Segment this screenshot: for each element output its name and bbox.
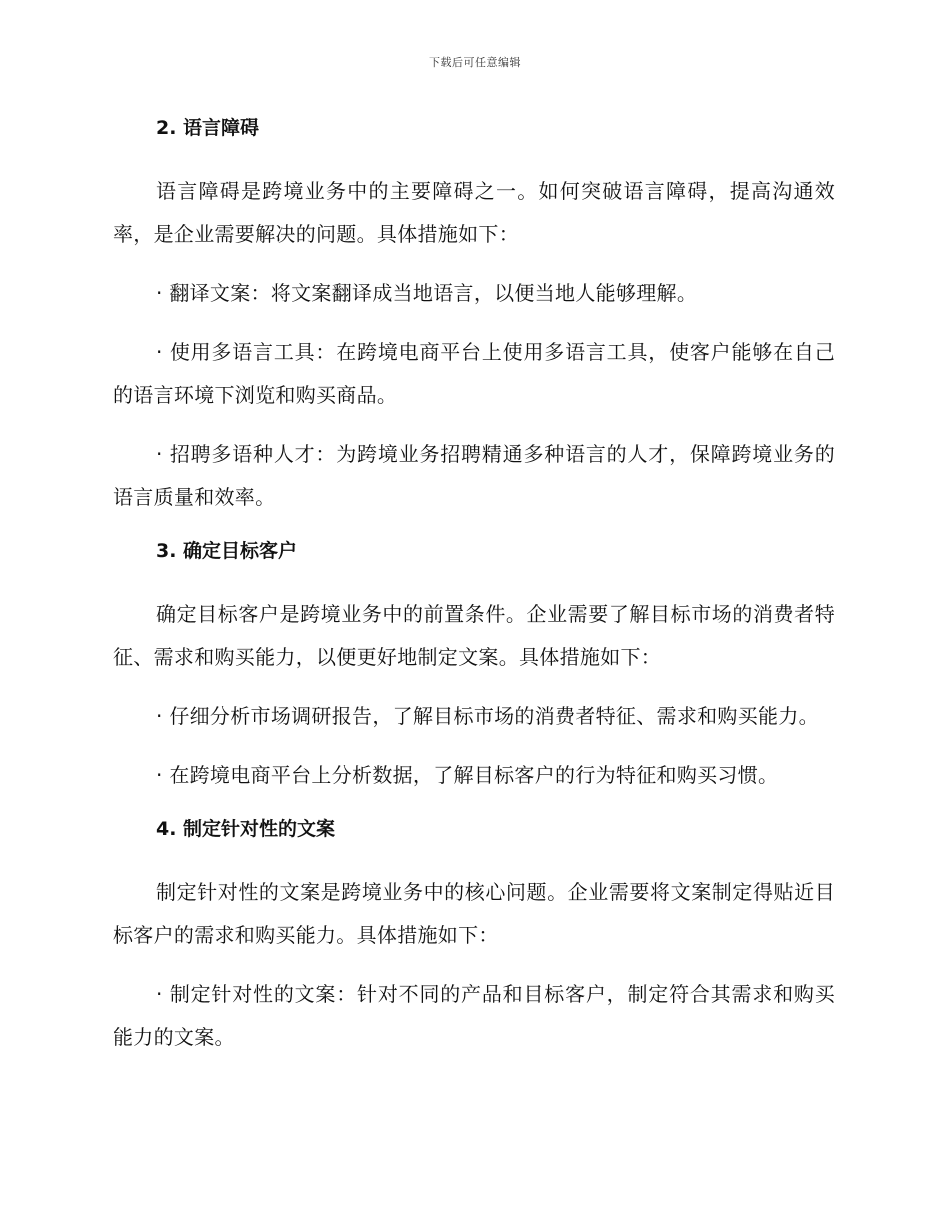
section-heading: 3. 确定目标客户 <box>156 540 298 562</box>
section-targeted-copy <box>113 813 835 1059</box>
bullet-item: · 翻译文案：将文案翻译成当地语言，以便当地人能够理解。 <box>156 281 698 305</box>
bullet-item: · 在跨境电商平台上分析数据，了解目标客户的行为特征和购买习惯。 <box>156 763 779 787</box>
document-body <box>113 112 835 1059</box>
bullet-item: · 仔细分析市场调研报告，了解目标市场的消费者特征、需求和购买能力。 <box>156 704 819 728</box>
section-heading: 4. 制定针对性的文案 <box>156 818 336 840</box>
section-intro: 语言障碍是跨境业务中的主要障碍之一。如何突破语言障碍，提高沟通效率，是企业需要解决的问题。具体措施如下： <box>113 179 835 246</box>
section-intro: 确定目标客户是跨境业务中的前置条件。企业需要了解目标市场的消费者特征、需求和购买能力，以便更好地制定文案。具体措施如下： <box>113 602 835 669</box>
bullet-item: · 招聘多语种人才：为跨境业务招聘精通多种语言的人才，保障跨境业务的语言质量和效率。 <box>113 442 835 509</box>
bullet-item: · 使用多语言工具：在跨境电商平台上使用多语言工具，使客户能够在自己的语言环境下浏览和购买商品。 <box>113 340 835 407</box>
section-heading: 2. 语言障碍 <box>156 117 260 139</box>
section-language-barrier <box>113 112 835 535</box>
bullet-item: · 制定针对性的文案：针对不同的产品和目标客户，制定符合其需求和购买能力的文案。 <box>113 982 835 1049</box>
page-header-note: 下载后可任意编辑 <box>429 56 521 69</box>
section-intro: 制定针对性的文案是跨境业务中的核心问题。企业需要将文案制定得贴近目标客户的需求和购买能力。具体措施如下： <box>113 880 835 947</box>
section-target-customers <box>113 535 835 813</box>
